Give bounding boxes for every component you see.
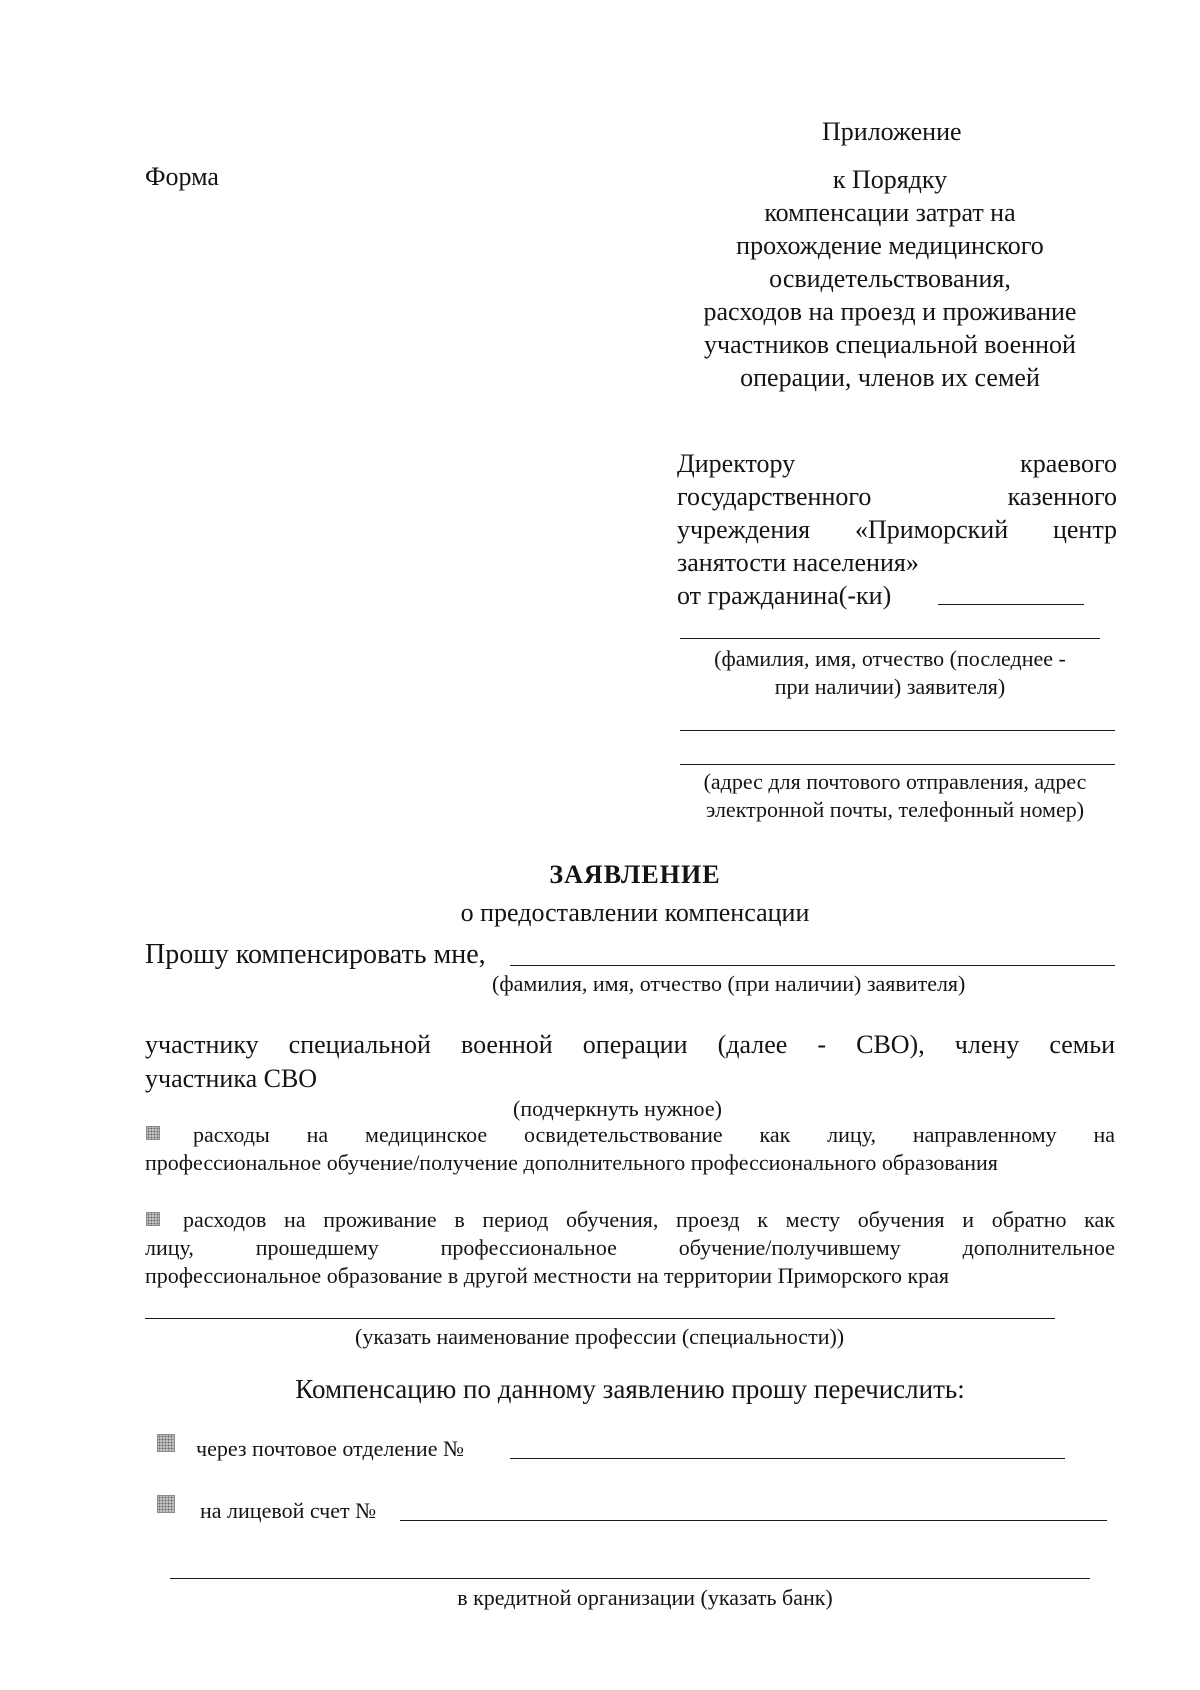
participant-line: участника СВО	[145, 1064, 318, 1093]
contact-field-1[interactable]	[680, 730, 1115, 731]
addressee-line	[677, 480, 1117, 513]
from-citizen-field[interactable]	[938, 604, 1084, 605]
from-citizen-label: от гражданина(-ки)	[677, 581, 892, 610]
appendix-line: освидетельствования,	[769, 264, 1011, 293]
appendix-line: операции, членов их семей	[740, 363, 1040, 392]
applicant-name-field[interactable]	[680, 638, 1100, 639]
name-hint-line: (фамилия, имя, отчество (последнее -	[714, 646, 1066, 671]
option-travel-line: профессиональное образование в другой местности на территории Приморского края	[145, 1263, 950, 1288]
option-travel	[145, 1206, 1115, 1290]
appendix-line: прохождение медицинского	[736, 231, 1044, 260]
contact-hint-line: электронной почты, телефонный номер)	[705, 797, 1085, 822]
addressee-line: учреждения «Приморский центр	[677, 515, 1117, 544]
option-medical-line: профессиональное обучение/получение дополнительного профессионального образования	[145, 1150, 998, 1175]
addressee-block	[677, 447, 1117, 612]
request-label: Прошу компенсировать мне,	[145, 939, 486, 970]
request-hint: (фамилия, имя, отчество (при наличии) заявителя)	[492, 971, 966, 996]
payment-heading: Компенсацию по данному заявлению прошу перечислить:	[295, 1374, 965, 1404]
addressee-text: краевого	[1020, 449, 1117, 478]
contact-hint	[670, 768, 1120, 824]
option-medical	[145, 1121, 1115, 1177]
appendix-line: компенсации затрат на	[764, 198, 1016, 227]
option-medical-line: расходы на медицинское освидетельствование как лицу, направленному на	[193, 1122, 1115, 1147]
profession-field[interactable]	[145, 1318, 1055, 1319]
post-office-label: через почтовое отделение №	[196, 1436, 464, 1461]
name-hint	[670, 645, 1110, 701]
contact-hint-line: (адрес для почтового отправления, адрес	[703, 769, 1087, 794]
post-office-checkbox[interactable]	[157, 1434, 175, 1452]
contact-field-2[interactable]	[680, 764, 1115, 765]
appendix-reference	[660, 163, 1120, 394]
underline-hint: (подчеркнуть нужное)	[513, 1096, 722, 1121]
appendix-line: расходов на проезд и проживание	[703, 297, 1077, 326]
addressee-text: Директору	[677, 449, 796, 478]
addressee-text: государственного	[677, 482, 872, 511]
addressee-line: занятости населения»	[677, 548, 919, 577]
bank-field[interactable]	[170, 1578, 1090, 1579]
appendix-title: Приложение	[822, 117, 962, 146]
appendix-line: к Порядку	[832, 165, 948, 194]
request-name-field[interactable]	[510, 965, 1115, 966]
account-field[interactable]	[400, 1520, 1107, 1521]
document-subtitle: о предоставлении компенсации	[460, 898, 810, 927]
participant-text	[145, 1028, 1115, 1096]
appendix-line: участников специальной военной	[704, 330, 1076, 359]
participant-line: участнику специальной военной операции (далее - СВО), члену семьи	[145, 1030, 1115, 1059]
account-label: на лицевой счет №	[200, 1498, 377, 1523]
form-label: Форма	[145, 162, 219, 191]
addressee-line	[677, 447, 1117, 480]
profession-hint: (указать наименование профессии (специальности))	[355, 1324, 845, 1349]
name-hint-line: при наличии) заявителя)	[774, 674, 1006, 699]
addressee-text: казенного	[1007, 482, 1117, 511]
option-travel-line: расходов на проживание в период обучения, проезд к месту обучения и обратно как	[183, 1207, 1115, 1232]
option-travel-line: лицу, прошедшему профессиональное обучение/получившему дополнительное	[145, 1235, 1115, 1260]
account-checkbox[interactable]	[157, 1495, 175, 1513]
bank-hint: в кредитной организации (указать банк)	[457, 1585, 833, 1610]
document-title: ЗАЯВЛЕНИЕ	[549, 860, 721, 889]
post-office-field[interactable]	[510, 1458, 1065, 1459]
